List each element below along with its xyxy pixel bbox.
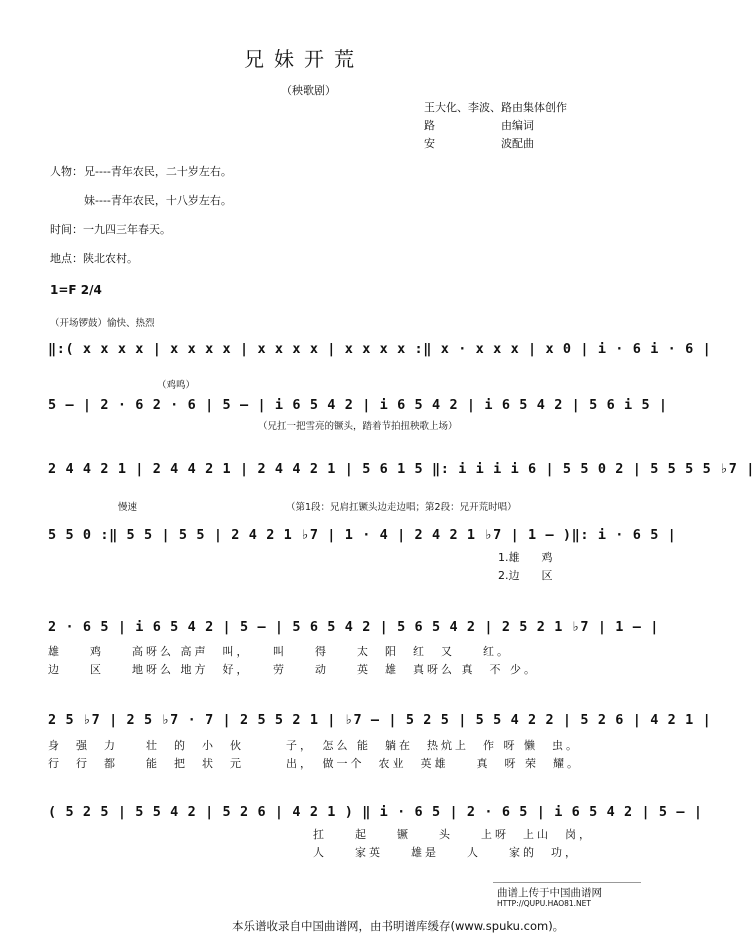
lyric-7-verse-2: 人 家英 雄是 人 家的 功， xyxy=(313,846,579,859)
score-line-5: 2 · 6 5 | i 6 5 4 2 | 5 – | 5 6 5 4 2 | 5 6 5 4 2 | 2 5 2 1 ♭7 | 1 – | xyxy=(48,619,659,635)
lyric-7-verse-1: 扛 起 镢 头 上呀 上山 岗， xyxy=(313,828,593,841)
stage-direction: （兄扛一把雪亮的镢头，踏着节拍扭秧歌上场） xyxy=(258,421,458,432)
stamp-line-1: 曲谱上传于中国曲谱网 xyxy=(497,887,602,899)
score-line-7: ( 5 2 5 | 5 5 4 2 | 5 2 6 | 4 2 1 ) ‖ i · 6 5 | 2 · 6 5 | i 6 5 4 2 | 5 – | xyxy=(48,804,703,820)
persons-label: 人物： xyxy=(50,165,83,178)
verse-note: （第1段：兄肩扛镢头边走边唱；第2段：兄开荒时唱） xyxy=(286,502,517,513)
credit-line-1: 王大化、李波、路由集体创作 xyxy=(424,101,567,114)
score-line-2: 5 – | 2 · 6 2 · 6 | 5 – | i 6 5 4 2 | i 6 5 4 2 | i 6 5 4 2 | 5 6 i 5 | xyxy=(48,397,668,413)
lyric-6-verse-1: 身 强 力 壮 的 小 伙 子， 怎么 能 躺在 热炕上 作 呀 懒 虫。 xyxy=(48,739,580,752)
tempo-marking: （开场锣鼓）愉快、热烈 xyxy=(50,318,155,329)
score-line-4: 5 5 0 :‖ 5 5 | 5 5 | 2 4 2 1 ♭7 | 1 · 4 | 2 4 2 1 ♭7 | 1 – )‖: i · 6 5 | xyxy=(48,527,677,543)
score-line-1: ‖:( x x x x | x x x x | x x x x | x x x x :‖ x · x x x | x 0 | i · 6 i · 6 | xyxy=(48,341,712,357)
time-info: 时间：一九四三年春天。 xyxy=(50,223,171,236)
credit-line-2: 路 由编词 xyxy=(424,119,534,132)
lyric-6-verse-2: 行 行 都 能 把 状 元 出， 做一个 农业 英雄 真 呀 荣 耀。 xyxy=(48,757,581,770)
credit-line-3: 安 波配曲 xyxy=(424,137,534,150)
score-line-6: 2 5 ♭7 | 2 5 ♭7 · 7 | 2 5 5 2 1 | ♭7 – | 5 2 5 | 5 5 4 2 2 | 5 2 6 | 4 2 1 | xyxy=(48,712,712,728)
lyric-5-verse-2: 边 区 地呀么 地方 好， 劳 动 英 雄 真呀么 真 不 少。 xyxy=(48,663,538,676)
chicken-note: （鸡鸣） xyxy=(157,380,196,391)
footer-note: 本乐谱收录自中国曲谱网，由书明谱库缓存(www.spuku.com)。 xyxy=(232,919,565,933)
genre-label: （秧歌剧） xyxy=(281,84,336,97)
verse-2-lyric-start: 2.边 区 xyxy=(498,569,553,582)
place-info: 地点：陕北农村。 xyxy=(50,252,138,265)
person-sister: 妹----青年农民，十八岁左右。 xyxy=(84,194,232,207)
watermark-stamp xyxy=(493,882,641,911)
lyric-5-verse-1: 雄 鸡 高呀么 高声 叫， 叫 得 太 阳 红 又 红。 xyxy=(48,645,511,658)
page-title: 兄妹开荒 xyxy=(244,47,364,71)
person-brother: 兄----青年农民，二十岁左右。 xyxy=(84,165,232,178)
score-line-3: 2 4 4 2 1 | 2 4 4 2 1 | 2 4 4 2 1 | 5 6 1 5 ‖: i i i i 6 | 5 5 0 2 | 5 5 5 5 ♭7 | xyxy=(48,461,755,477)
verse-1-lyric-start: 1.雄 鸡 xyxy=(498,551,553,564)
stamp-line-2: HTTP://QUPU.HAO81.NET xyxy=(497,899,591,908)
key-signature: 1=F 2/4 xyxy=(50,283,102,297)
slow-marking: 慢速 xyxy=(118,502,138,513)
